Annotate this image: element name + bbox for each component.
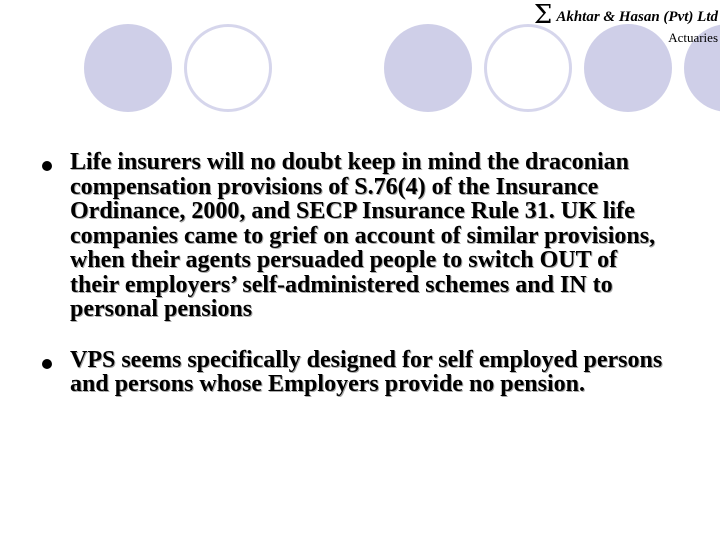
bullet-dot-icon — [42, 359, 52, 369]
sigma-symbol: Σ — [533, 0, 553, 30]
company-name: Akhtar & Hasan (Pvt) Ltd — [556, 9, 718, 25]
bullet-text: VPS seems specifically designed for self employed persons and persons whose Employers provide no pension. — [70, 346, 663, 397]
decorative-circle-2 — [184, 24, 272, 112]
company-header — [534, 0, 718, 46]
bullet-dot-icon — [42, 161, 52, 171]
bullet-item — [40, 150, 690, 322]
company-subtitle: Actuaries — [668, 30, 718, 45]
bullet-item — [40, 348, 690, 397]
bullet-list — [40, 150, 690, 423]
company-title-line — [534, 0, 718, 30]
bullet-text: Life insurers will no doubt keep in mind the draconian compensation provisions of S.76(4) of the Insurance Ordinance, 2000, and SECP Insurance Rule 31. UK life companies came to grief on account of similar provisions, when their agents persuaded people to switch OUT of their employers’ self-administered schemes and IN to personal pensions — [70, 149, 656, 322]
decorative-circle-3 — [384, 24, 472, 112]
decorative-circle-1 — [84, 24, 172, 112]
